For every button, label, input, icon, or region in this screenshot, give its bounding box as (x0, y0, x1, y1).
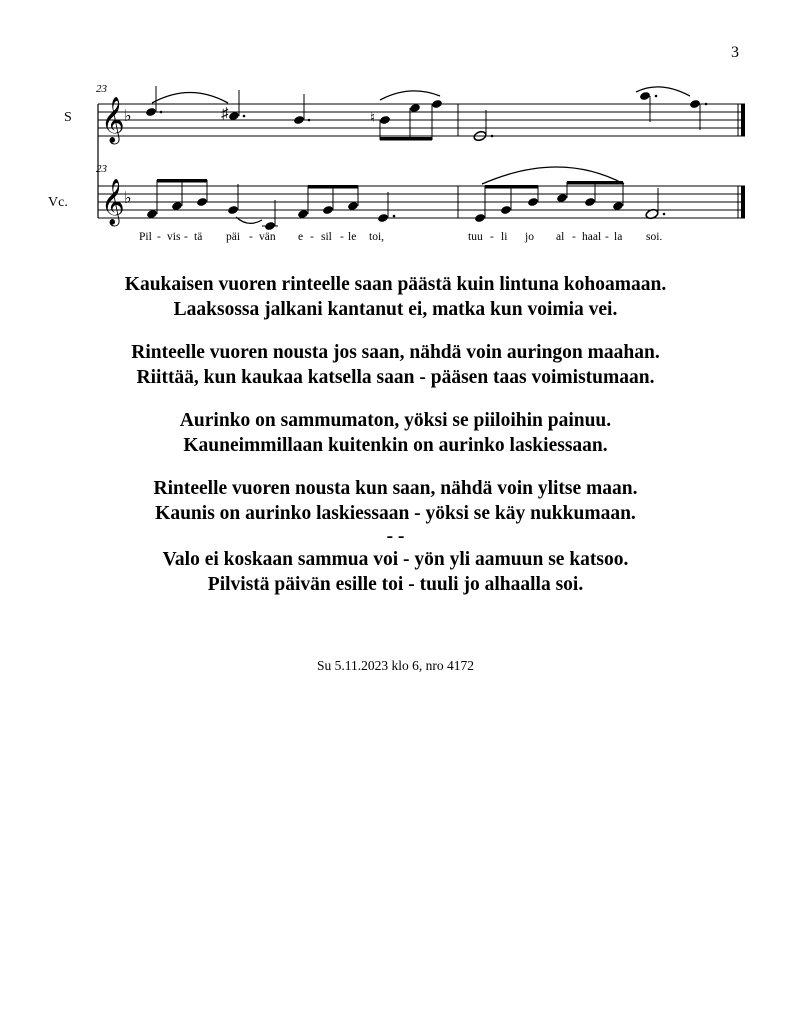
poem-line: Rinteelle vuoren nousta jos saan, nähdä voin auringon maahan. (131, 342, 660, 363)
note (322, 205, 334, 215)
slur (152, 93, 228, 104)
lyric-syllable: li (501, 231, 508, 243)
note (474, 213, 486, 223)
note (227, 205, 239, 215)
sharp-icon: ♯ (221, 106, 229, 122)
lyric-syllable: jo (525, 231, 534, 243)
flat-icon: ♭ (124, 108, 132, 125)
stanza-divider: - - (386, 526, 405, 547)
lyric-hyphen: - (310, 231, 314, 243)
lyric-syllable: tuu (468, 231, 483, 243)
stanza (0, 408, 791, 458)
treble-clef-icon: 𝄞 (101, 97, 125, 142)
flat-icon: ♭ (124, 190, 132, 207)
poem-line: Valo ei koskaan sammua voi - yön yli aamuun se katsoo. (162, 549, 629, 570)
lyric-syllable: tä (194, 231, 203, 243)
lyric-syllable: haal (582, 231, 602, 243)
staff-vc (48, 163, 745, 231)
lyric-hyphen: - (340, 231, 344, 243)
staff-label-s: S (64, 110, 72, 125)
note (584, 197, 596, 207)
note (500, 205, 512, 215)
lyrics-line (139, 231, 662, 243)
lyric-hyphen: - (605, 231, 609, 243)
final-barline-thick (741, 104, 745, 136)
poem-line: Riittää, kun kaukaa katsella saan - pääsen taas voimistumaan. (136, 367, 655, 388)
note (527, 197, 539, 207)
natural-icon: ♮ (370, 111, 376, 126)
note (639, 91, 651, 101)
poem-line: Pilvistä päivän esille toi - tuuli jo alhaalla soi. (207, 574, 584, 595)
page-number: 3 (731, 44, 739, 61)
note (377, 213, 389, 223)
poem-text (0, 272, 791, 615)
slur (380, 91, 440, 100)
stanza (0, 272, 791, 322)
note (145, 107, 157, 117)
note (689, 99, 701, 109)
note (379, 115, 391, 125)
poem-line: Kaukaisen vuoren rinteelle saan päästä kuin lintuna kohoamaan. (124, 274, 667, 295)
stanza (0, 476, 791, 526)
poem-line: Kaunis on aurinko laskiessaan - yöksi se käy nukkumaan. (155, 503, 636, 524)
lyric-hyphen: - (249, 231, 253, 243)
treble-clef-icon: 𝄞 (101, 179, 125, 224)
lyric-hyphen: - (157, 231, 161, 243)
measure-number: 23 (96, 83, 107, 95)
lyric-syllable: le (348, 231, 357, 243)
lyric-syllable: vis (167, 231, 181, 243)
lyric-syllable: la (614, 231, 623, 243)
poem-line: Kauneimmillaan kuitenkin on aurinko laskiessaan. (183, 435, 608, 456)
lyric-syllable: e (298, 231, 304, 243)
staff-soprano (64, 83, 745, 145)
poem-line: Rinteelle vuoren nousta kun saan, nähdä voin ylitse maan. (153, 478, 638, 499)
measure-number: 23 (96, 163, 107, 175)
lyric-syllable: al (556, 231, 565, 243)
lyric-syllable: vän (259, 231, 276, 243)
note (431, 99, 443, 109)
lyric-syllable: Pil (139, 231, 152, 243)
lyric-syllable: toi, (369, 231, 385, 243)
note (293, 115, 305, 125)
poem-line: Aurinko on sammumaton, yöksi se piiloihin painuu. (179, 410, 612, 431)
poem-line: Laaksossa jalkani kantanut ei, matka kun voimia vei. (173, 299, 618, 320)
lyric-syllable: soi. (646, 231, 663, 243)
staff-label-vc: Vc. (48, 195, 68, 210)
note (264, 221, 276, 231)
lyric-syllable: sil (321, 231, 332, 243)
final-stanza (0, 547, 791, 597)
lyric-hyphen: - (184, 231, 188, 243)
note (196, 197, 208, 207)
lyric-hyphen: - (490, 231, 494, 243)
final-barline-thick (741, 186, 745, 218)
lyric-syllable: päi (226, 231, 241, 243)
stanza (0, 340, 791, 390)
music-score (0, 0, 791, 250)
date-signature: Su 5.11.2023 klo 6, nro 4172 (316, 658, 474, 673)
lyric-hyphen: - (572, 231, 576, 243)
